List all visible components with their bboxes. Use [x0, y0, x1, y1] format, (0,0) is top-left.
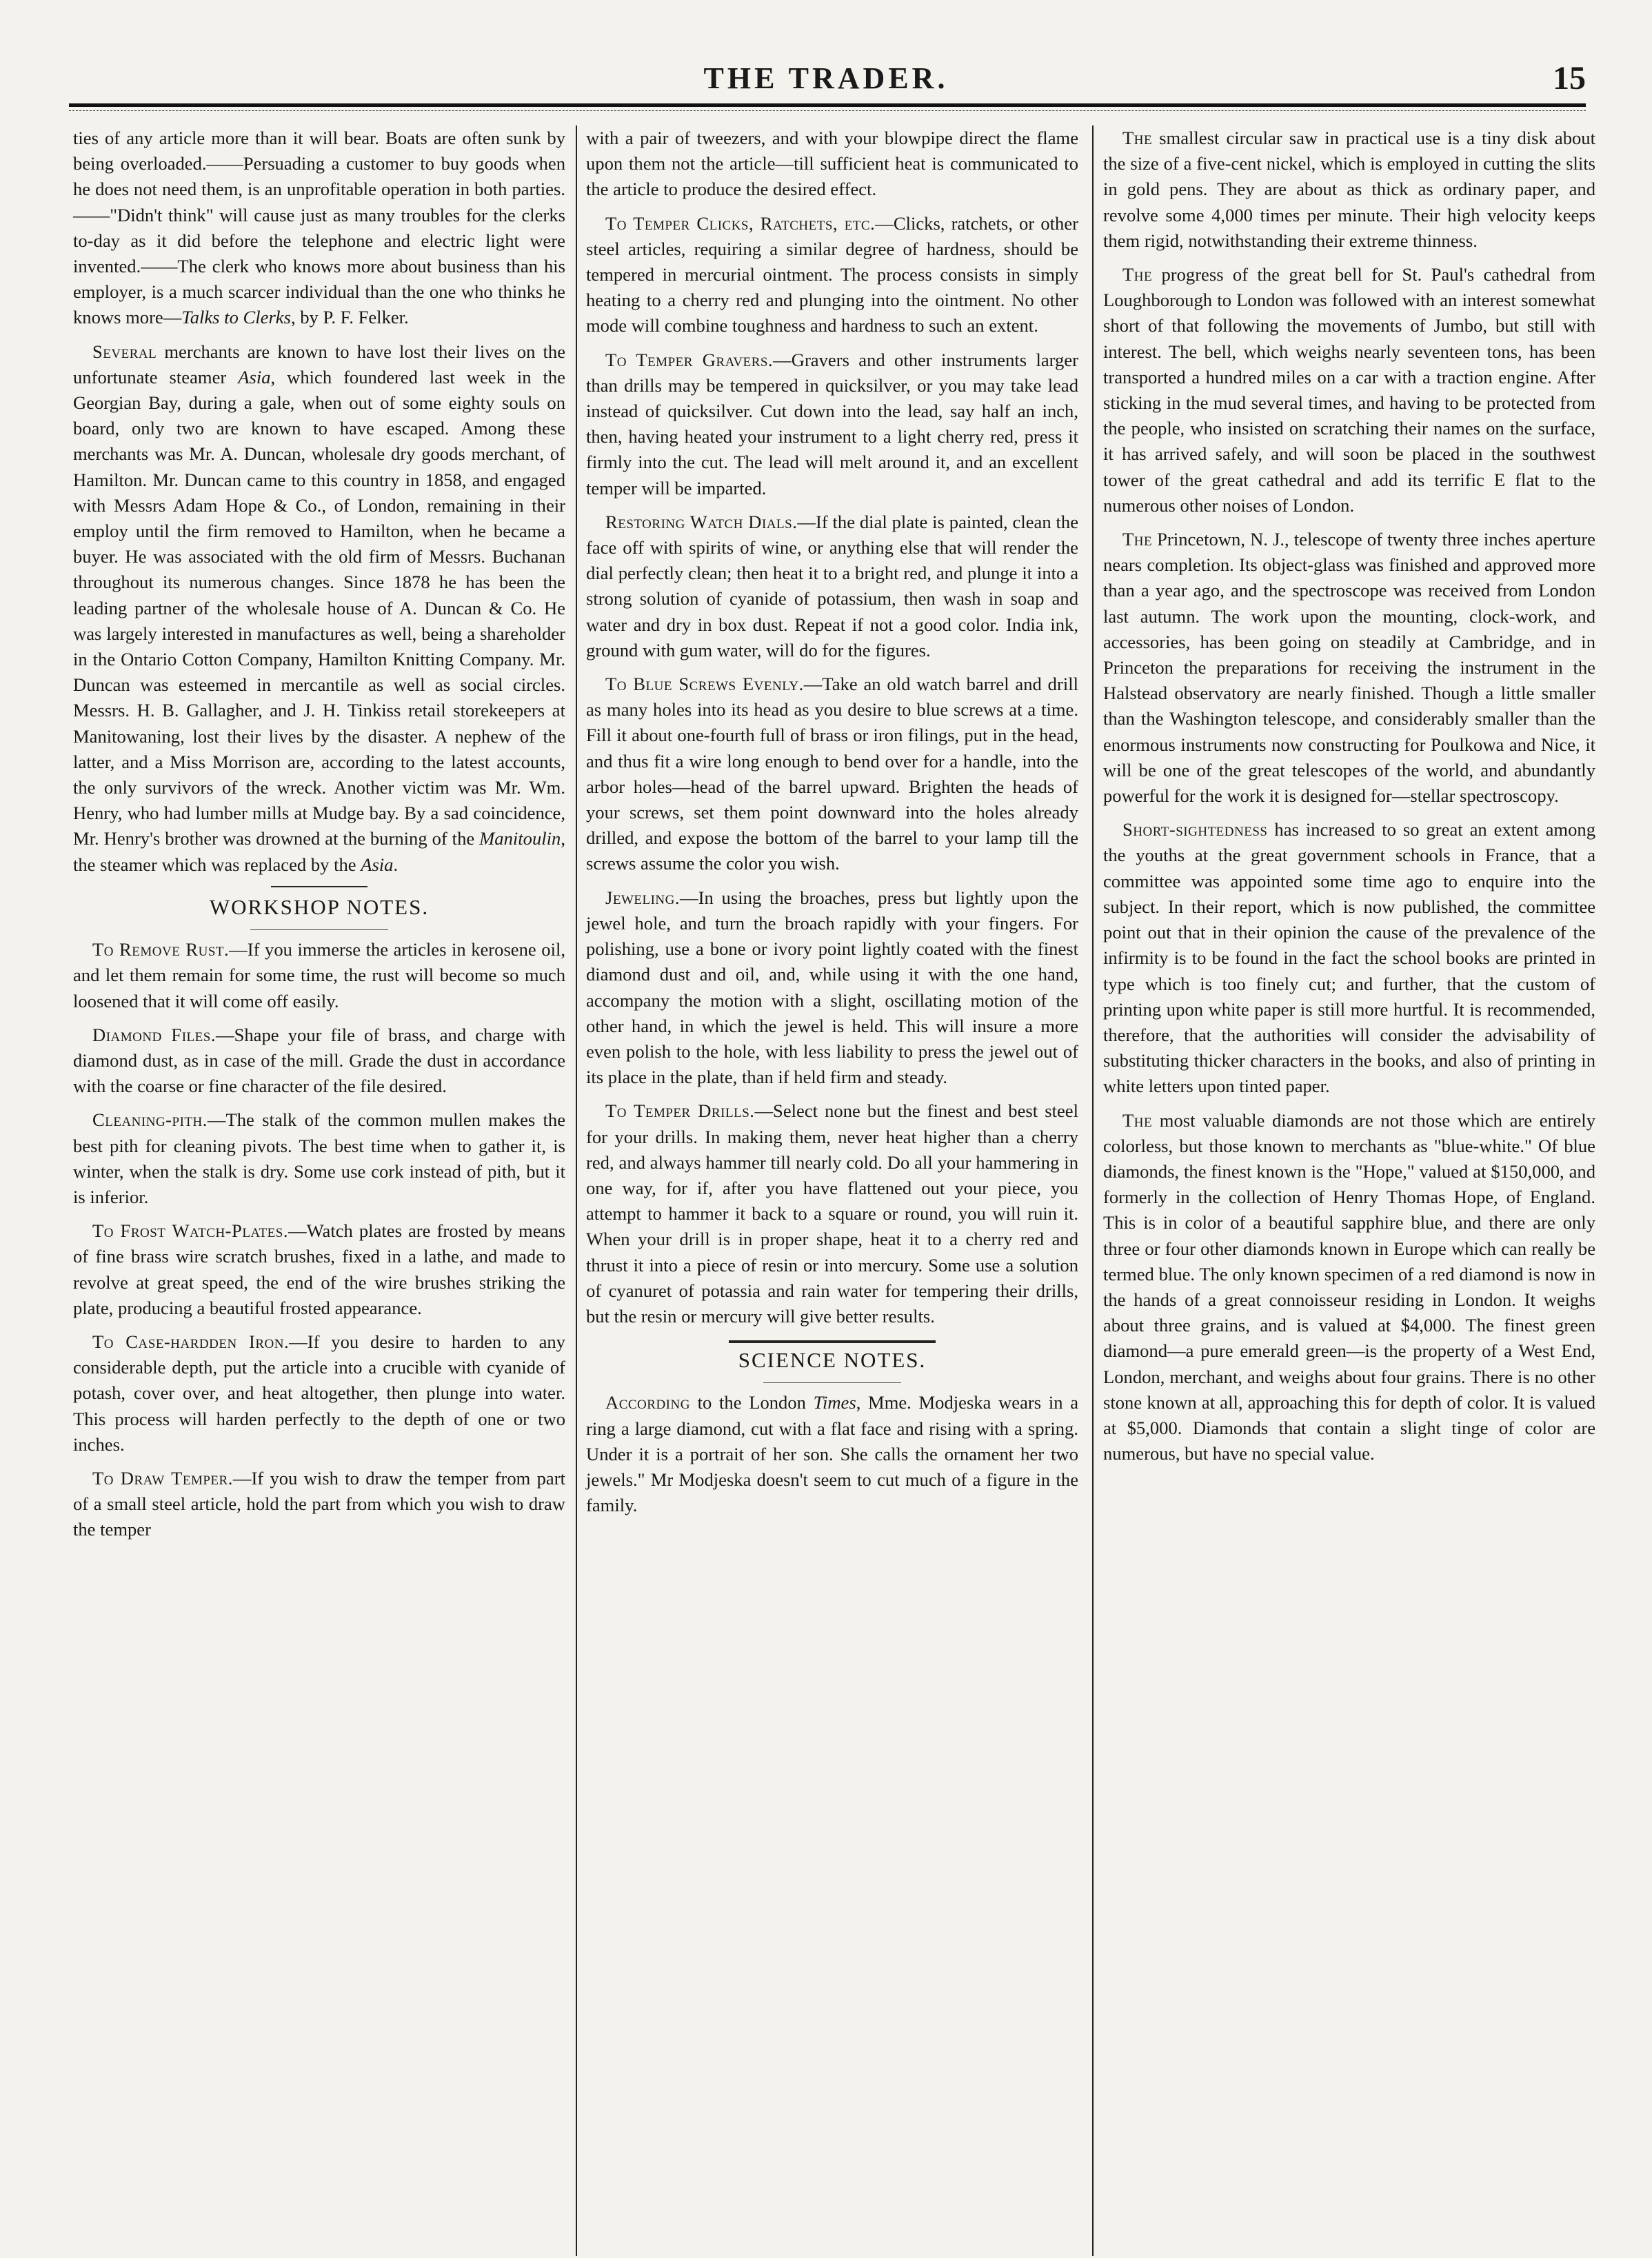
note-cleaning-pith: Cleaning-pith.—The stalk of the common mullen makes the best pith for cleaning pivots. The best time when to gather it, is winter, when the stalk is dry. Some use cork instead of pith, but it is inferior.	[73, 1109, 565, 1207]
column-3	[1103, 125, 1595, 1475]
note-modjeska-diamond: According to the London Times, Mme. Modjeska wears in a ring a large diamond, cut with a flat face and rising with a spring. Under it is a portrait of her son. She calls the ornament her two jewels." Mr Modjeska doesn't seem to cut much of a figure in the family.	[586, 1392, 1078, 1516]
note-short-sightedness: Short-sightedness has increased to so great an extent among the youths at the great government schools in France, that a committee was appointed some time ago to enquire into the subject. In their report, which is now published, the committee point out that in their opinion the cause of the prevalence of the infirmity is to be found in the fact the school books are printed in type which is too finely cut; and further, that the custom of printing upon white paper is still more hurtful. It is recommended, therefore, that the authorities will consider the advisability of substituting thicker characters in the books, and also of printing in white letters upon tinted paper.	[1103, 819, 1595, 1097]
article-clerks-continued: ties of any article more than it will bear. Boats are often sunk by being overloaded.——Persuading a customer to buy goods when he does not need them, is an unprofitable operation in both parties.——"Didn't think" will cause just as many troubles for the clerks to-day as it did before the telephone and electric light were invented.——The clerk who knows more about business than his employer, is a much scarcer individual than the one who thinks he knows more—Talks to Clerks, by P. F. Felker.	[73, 128, 565, 328]
note-draw-temper-continued: with a pair of tweezers, and with your blowpipe direct the flame upon them not the article—till sufficient heat is communicated to the article to produce the desired effect.	[586, 128, 1078, 200]
newspaper-title: THE TRADER.	[703, 61, 949, 95]
heading-science-notes: SCIENCE NOTES.	[738, 1348, 927, 1373]
column-divider-1	[576, 125, 577, 2256]
note-blue-screws: To Blue Screws Evenly.—Take an old watch barrel and drill as many holes into its head as you desire to blue screws at a time. Fill it about one-fourth full of brass or iron filings, put in the head, and thus fit a wire long enough to bend over for a handle, into the arbor holes—head of the barrel upward. Brighten the heads of your screws, set them point downward into the holes already drilled, and expose the bottom of the barrel to your lamp till the screws assume the color you wish.	[586, 674, 1078, 874]
note-circular-saw: The smallest circular saw in practical use is a tiny disk about the size of a five-cent nickel, which is employed in cutting the slits in gold pens. They are about as thick as ordinary paper, and revolve some 4,000 times per minute. Their high velocity keeps them rigid, notwithstanding their extreme thinness.	[1103, 128, 1595, 251]
note-jeweling: Jeweling.—In using the broaches, press but lightly upon the jewel hole, and turn the broach rapidly with your fingers. For polishing, use a bone or ivory point lightly coated with the finest diamond dust and oil, and, while using it with the one hand, accompany the motion with a slight, oscillating motion of the other hand, in which the jewel is held. This will insure a more even polish to the hole, with less liability to press the jewel out of its place in the plate, than if held firm and steady.	[586, 887, 1078, 1088]
note-draw-temper: To Draw Temper.—If you wish to draw the temper from part of a small steel article, hold the part from which you wish to draw the temper	[73, 1467, 565, 1540]
note-frost-watch-plates: To Frost Watch-Plates.—Watch plates are frosted by means of fine brass wire scratch brushes, fixed in a lathe, and made to revolve at great speed, the end of the wire brushes striking the plate, producing a beautiful frosted appearance.	[73, 1220, 565, 1318]
note-temper-gravers: To Temper Gravers.—Gravers and other instruments larger than drills may be tempered in quicksilver, or you may take lead instead of quicksilver. Cut down into the lead, say half an inch, then, having heated your instrument to a light cherry red, press it firmly into the cut. The lead will melt around it, and an excellent temper will be imparted.	[586, 349, 1078, 498]
masthead-rule	[69, 103, 1586, 107]
heading-underline	[250, 929, 388, 930]
masthead	[0, 0, 1652, 110]
section-divider	[729, 1340, 936, 1343]
column-1	[73, 125, 565, 1551]
note-diamond-files: Diamond Files.—Shape your file of brass, and charge with diamond dust, as in case of the mill. Grade the dust in accordance with the coarse or fine character of the file desired.	[73, 1024, 565, 1097]
note-st-pauls-bell: The progress of the great bell for St. Paul's cathedral from Loughborough to London was followed with an interest somewhat short of that following the movements of Jumbo, but still with interest. The bell, which weighs nearly seventeen tons, has been transported a hundred miles on a car with a traction engine. After sticking in the mud several times, and having to be protected from the people, who insisted on scratching their names on the surface, it has arrived safely, and will soon be placed in the southwest tower of the great cathedral and add its terrific E flat to the numerous other noises of London.	[1103, 264, 1595, 516]
note-remove-rust: To Remove Rust.—If you immerse the articles in kerosene oil, and let them remain for some time, the rust will become so much loosened that it will come off easily.	[73, 939, 565, 1011]
column-2	[586, 125, 1078, 1526]
note-temper-drills: To Temper Drills.—Select none but the finest and best steel for your drills. In making them, never heat higher than a cherry red, and always hammer till nearly cold. Do all your hammering in one way, for if, after you have flattened out your piece, you attempt to hammer it back to a square or round, you will ruin it. When your drill is in proper shape, heat it to a cherry red and thrust it into a piece of resin or into mercury. Some use a solution of cyanuret of potassia and rain water for tempering their drills, but the resin or mercury will give better results.	[586, 1100, 1078, 1327]
masthead-rule-dashed	[69, 110, 1586, 111]
column-divider-2	[1092, 125, 1094, 2256]
note-restoring-watch-dials: Restoring Watch Dials.—If the dial plate is painted, clean the face off with spirits of wine, or anything else that will render the dial perfectly clean; then heat it to a bright red, and plunge it into a strong solution of cyanide of potassium, then wash in soap and water and dry in box dust. Repeat if not a good color. India ink, ground with gum water, will do for the figures.	[586, 511, 1078, 661]
heading-workshop-notes: WORKSHOP NOTES.	[209, 894, 430, 919]
page-number: 15	[1553, 60, 1586, 97]
heading-underline	[763, 1382, 901, 1383]
article-steamer-asia: Several merchants are known to have lost their lives on the unfortunate steamer Asia, which foundered last week in the Georgian Bay, during a gale, when out of some eighty souls on board, only two are known to have escaped. Among these merchants was Mr. A. Duncan, wholesale dry goods merchant, of Hamilton. Mr. Duncan came to this country in 1858, and engaged with Messrs Adam Hope & Co., of London, remaining in their employ until the firm removed to Hamilton, when he became a buyer. He was associated with the old firm of Messrs. Buchanan throughout its numerous changes. Since 1878 he has been the leading partner of the wholesale house of A. Duncan & Co. He was largely interested in manufactures as well, being a shareholder in the Ontario Cotton Company, Hamilton Knitting Company. Mr. Duncan was esteemed in mercantile as well as social circles. Messrs. H. B. Gallagher, and J. H. Tinkiss retail storekeepers at Manitowaning, lost their lives by the disaster. A nephew of the latter, and a Miss Morrison are, according to the latest accounts, the only survivors of the wreck. Another victim was Mr. Wm. Henry, who had lumber mills at Mudge bay. By a sad coincidence, Mr. Henry's brother was drowned at the burning of the Manitoulin, the steamer which was replaced by the Asia.	[73, 341, 565, 875]
note-case-harden-iron: To Case-hardden Iron.—If you desire to harden to any considerable depth, put the article into a crucible with cyanide of potash, cover over, and heat altogether, then plunge into water. This process will harden perfectly to the depth of one or two inches.	[73, 1331, 565, 1455]
note-princetown-telescope: The Princetown, N. J., telescope of twenty three inches aperture nears completion. Its object-glass was finished and approved more than a year ago, and the spectroscope was received from London last autumn. The work upon the mounting, clock-work, and accessories, has been going on steadily at Cambridge, and in Princeton the preparations for receiving the instrument in the Halstead observatory are nearly finished. Though a little smaller than the Washington telescope, and considerably smaller than the enormous instruments now constructing for Poulkowa and Nice, it will be one of the great telescopes of the world, and abundantly powerful for the work it is designed for—stellar spectroscopy.	[1103, 529, 1595, 807]
note-valuable-diamonds: The most valuable diamonds are not those which are entirely colorless, but those known to merchants as "blue-white." Of blue diamonds, the finest known is the "Hope," valued at $150,000, and formerly in the collection of Henry Thomas Hope, of England. This is in color of a beautiful sapphire blue, and there are only three or four other diamonds known in Europe which can really be termed blue. The only known specimen of a red diamond is now in the hands of a great connoisseur residing in London. It weighs about three grains, and is valued at $4,000. The finest green diamond—a pure emerald green—is the property of a West End, London, merchant, and weighs about four grains. There is no other stone known at all, approaching this for depth of color. It is valued at $5,000. Diamonds that contain a slight tinge of color are numerous, but have no special value.	[1103, 1109, 1595, 1464]
section-divider	[271, 886, 367, 887]
note-temper-clicks: To Temper Clicks, Ratchets, etc.—Clicks, ratchets, or other steel articles, requiring a similar degree of hardness, should be tempered in mercurial ointment. The process consists in simply heating to a cherry red and plunging into the ointment. No other mode will combine toughness and hardness to such an extent.	[586, 212, 1078, 336]
